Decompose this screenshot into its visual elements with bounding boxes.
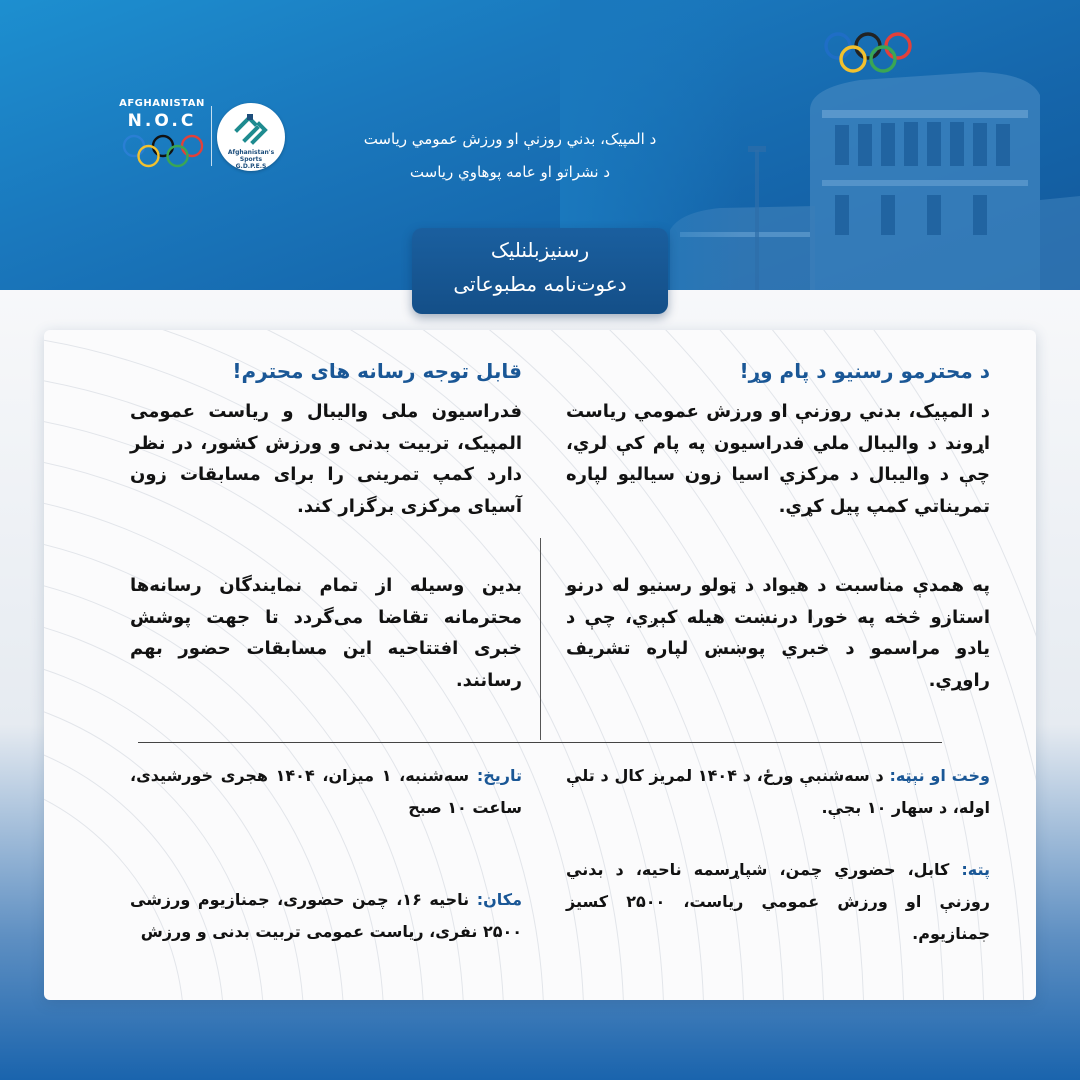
noc-country-text: AFGHANISTAN (119, 98, 205, 109)
dari-place-info (130, 884, 522, 948)
logo-divider (211, 106, 212, 166)
dari-place-value: ناحیه ۱۶، چمن حضوری، جمنازیوم ورزشی ۲۵۰۰ نفری، ریاست عمومی تربیت بدنی و ورزش (130, 890, 522, 941)
invitation-title-panel (412, 228, 668, 314)
pashto-time-info (566, 760, 990, 824)
noc-rings-icon (120, 134, 206, 168)
dari-date-label: تاریخ: (476, 766, 523, 785)
pashto-paragraph-2: په همدې مناسبت د هيواد د ټولو رسنيو له درنو استازو څخه په خورا درنښت هيله کېږي، چې د يادو مراسمو د خبري پوښښ لپاره تشريف راوړي. (566, 575, 990, 691)
section-divider (138, 742, 942, 743)
content-card (44, 330, 1036, 1000)
pashto-address-label: پته: (961, 860, 990, 879)
pashto-time-label: وخت او نېټه: (889, 766, 991, 785)
dari-paragraph-1: فدراسیون ملی والیبال و ریاست عمومی المپیک، تربیت بدنی و ورزش کشور، در نظر دارد کمپ تمرینی را برای مسابقات زون آسیای مرکزی برگزار کند. (130, 401, 522, 517)
invitation-title-dari: دعوت‌نامه مطبوعاتی (453, 272, 627, 296)
olympic-rings-icon (822, 30, 914, 76)
sports-logo-text (217, 149, 285, 170)
sports-logo-abbr: G.D.P.E.S (235, 163, 267, 170)
noc-abbr-text: N.O.C (127, 111, 197, 131)
invitation-title-pashto: رسنيزبلنليک (490, 238, 590, 262)
column-divider (540, 538, 541, 740)
header-directorate-name: د المپيک، بدني روزنې او ورزش عمومي رياست (363, 130, 657, 148)
dari-place-label: مکان: (476, 890, 522, 909)
noc-logo (116, 98, 208, 168)
dari-paragraph-2: بدین وسیله از تمام نمایندگان رسانه‌ها محترمانه تقاضا می‌گردد تا جهت پوشش خبری افتتاحیه این مسابقات حضور بهم رسانند. (130, 575, 522, 691)
pashto-address-value: کابل، حضوري چمن، شپاړسمه ناحيه، د بدني روزنې او ورزش عمومي رياست، ۲۵۰۰ کسيز جمنازيوم. (566, 860, 991, 943)
sports-logo-name: Afghanistan's Sports (227, 149, 275, 163)
sports-emblem-icon (231, 112, 271, 148)
pashto-heading: د محترمو رسنيو د پام وړ! (739, 359, 990, 383)
pashto-paragraph-1: د المپيک، بدني روزنې او ورزش عمومي رياست اړوند د واليبال ملي فدراسيون په پام کې لري، چې د واليبال د مرکزي اسيا زون سياليو لپاره تمريناتي کمپ پيل کړي. (566, 401, 990, 517)
dari-heading: قابل توجه رسانه های محترم! (232, 359, 522, 383)
dari-date-value: سه‌شنبه، ۱ میزان، ۱۴۰۴ هجری خورشیدی، ساعت ۱۰ صبح (130, 766, 522, 817)
dari-date-info (130, 760, 522, 824)
pashto-address-info (566, 854, 990, 950)
header-department-name: د نشراتو او عامه پوهاوي رياست (409, 163, 611, 181)
pashto-time-value: د سه‌شنبې ورځ، د ۱۴۰۴ لمريز کال د تلې اوله، د سهار ۱۰ بجې. (566, 766, 990, 817)
sports-directorate-logo (217, 103, 285, 171)
